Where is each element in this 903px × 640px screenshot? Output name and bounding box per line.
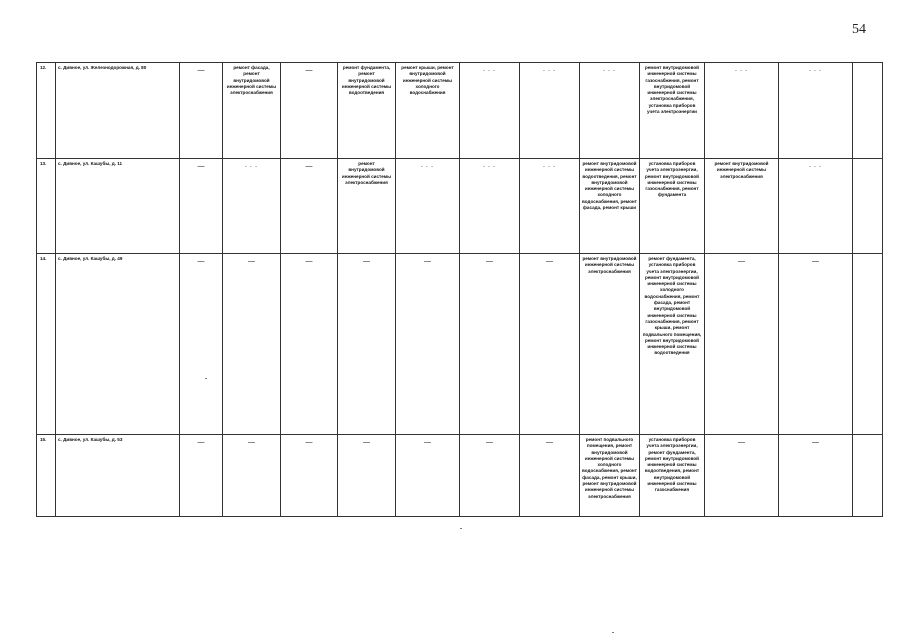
work-text: ремонт подвального помещения, ремонт внутридомовой инженерной системы холодного водоснабжения, ремонт фасада, ремонт крыши, ремонт внутридомовой инженерной системы электроснабжения [582, 437, 637, 499]
scan-speck [612, 632, 614, 633]
dash-mark: — [197, 439, 205, 446]
work-cell [779, 435, 853, 517]
dash-mark: — [738, 439, 745, 446]
row-address: с. Дивное, ул. Кашубы, д. 53 [56, 435, 180, 517]
dash-mark: — [305, 163, 313, 170]
dash-mark: - - - [809, 68, 822, 74]
dash-mark: - - - [245, 164, 258, 170]
work-cell [281, 159, 338, 254]
work-cell [520, 254, 580, 435]
dash-mark: — [305, 439, 313, 446]
dash-mark: - - - [543, 164, 556, 170]
work-text: ремонт фундамента, ремонт внутридомовой инженерной системы водоотведения [341, 65, 392, 96]
scan-speck [460, 528, 462, 529]
work-cell [779, 63, 853, 159]
table-row [37, 63, 883, 159]
work-cell [779, 159, 853, 254]
work-cell [520, 435, 580, 517]
row-address: с. Дивное, ул. Железнодорожная, д. 80 [56, 63, 180, 159]
dash-mark: — [197, 258, 205, 265]
work-cell [338, 254, 396, 435]
dash-mark: — [248, 439, 255, 446]
row-address: с. Дивное, ул. Кашубы, д. 49 [56, 254, 180, 435]
work-text: установка приборов учета электроэнергии, ремонт фундамента, ремонт внутридомовой инженерной системы водоотведения, ремонт внутридомовой инженерной системы газоснабжения [644, 437, 700, 493]
work-cell [396, 254, 460, 435]
work-text: ремонт фундамента, установка приборов учета электроэнергии, ремонт внутридомовой инженерной системы холодного водоснабжения, ремонт фасада, ремонт внутридомовой инженерной системы газоснабжения, ремонт крыши, ремонт подвального помещения, ремонт внутридомовой инженерной системы водоотведения [642, 256, 702, 356]
dash-mark: — [486, 258, 493, 265]
work-cell [281, 435, 338, 517]
work-cell [396, 435, 460, 517]
scan-speck [205, 378, 207, 379]
work-cell [580, 159, 640, 254]
dash-mark: — [812, 258, 819, 265]
work-cell [338, 435, 396, 517]
dash-mark: — [486, 439, 493, 446]
work-cell [223, 63, 281, 159]
empty-cell [853, 63, 883, 159]
work-cell [281, 63, 338, 159]
work-cell [338, 159, 396, 254]
work-text: ремонт крыши, ремонт внутридомовой инженерной системы холодного водоснабжения [401, 65, 454, 96]
dash-mark: - - - [483, 164, 496, 170]
work-cell [338, 63, 396, 159]
work-text: ремонт фасада, ремонт внутридомовой инженерной системы электроснабжения [226, 65, 277, 96]
work-cell [180, 159, 223, 254]
dash-mark: — [546, 258, 553, 265]
work-cell [281, 254, 338, 435]
row-number: 15. [37, 435, 56, 517]
work-cell [396, 63, 460, 159]
dash-mark: — [305, 258, 313, 265]
dash-mark: — [424, 439, 431, 446]
empty-cell [853, 159, 883, 254]
work-cell [460, 63, 520, 159]
work-cell [223, 254, 281, 435]
work-cell [520, 63, 580, 159]
dash-mark: — [197, 163, 205, 170]
work-cell [223, 159, 281, 254]
work-cell [779, 254, 853, 435]
work-text: ремонт внутридомовой инженерной системы электроснабжения [714, 161, 769, 179]
work-cell [180, 63, 223, 159]
work-cell [705, 435, 779, 517]
dash-mark: - - - [421, 164, 434, 170]
table-row [37, 435, 883, 517]
dash-mark: — [197, 67, 205, 74]
work-cell [705, 254, 779, 435]
dash-mark: - - - [809, 164, 822, 170]
work-cell [580, 254, 640, 435]
dash-mark: — [812, 439, 819, 446]
dash-mark: - - - [543, 68, 556, 74]
row-address: с. Дивное, ул. Кашубы, д. 11 [56, 159, 180, 254]
dash-mark: — [424, 258, 431, 265]
work-cell [460, 435, 520, 517]
dash-mark: — [363, 439, 370, 446]
work-cell [640, 159, 705, 254]
work-cell [580, 63, 640, 159]
work-cell [180, 435, 223, 517]
row-number: 13. [37, 159, 56, 254]
work-cell [520, 159, 580, 254]
work-cell [705, 63, 779, 159]
row-number: 12. [37, 63, 56, 159]
dash-mark: — [305, 67, 313, 74]
work-text: установка приборов учета электроэнергии, ремонт внутридомовой инженерной системы газоснабжения, ремонт фундамента [644, 161, 700, 198]
dash-mark: - - - [735, 68, 748, 74]
work-text: ремонт внутридомовой инженерной системы газоснабжения, ремонт внутридомовой инженерной системы электроснабжения, установка приборов учета электроэнергии [644, 65, 700, 115]
works-table [36, 62, 883, 517]
dash-mark: — [248, 258, 255, 265]
work-text: ремонт внутридомовой инженерной системы электроснабжения [341, 161, 392, 185]
empty-cell [853, 254, 883, 435]
page-number: 54 [852, 22, 866, 37]
work-cell [180, 254, 223, 435]
dash-mark: — [546, 439, 553, 446]
dash-mark: — [738, 258, 745, 265]
table-row [37, 159, 883, 254]
work-cell [640, 254, 705, 435]
dash-mark: — [363, 258, 370, 265]
work-cell [223, 435, 281, 517]
work-cell [580, 435, 640, 517]
dash-mark: - - - [483, 68, 496, 74]
work-cell [396, 159, 460, 254]
work-text: ремонт внутридомовой инженерной системы электроснабжения [582, 256, 637, 274]
work-cell [640, 435, 705, 517]
row-number: 14. [37, 254, 56, 435]
work-text: ремонт внутридомовой инженерной системы водоотведения, ремонт внутридомовой инженерной системы холодного водоснабжения, ремонт фасада, ремонт крыши [582, 161, 637, 211]
empty-cell [853, 435, 883, 517]
work-cell [460, 159, 520, 254]
work-cell [640, 63, 705, 159]
table-row [37, 254, 883, 435]
work-cell [705, 159, 779, 254]
dash-mark: - - - [603, 68, 616, 74]
work-cell [460, 254, 520, 435]
